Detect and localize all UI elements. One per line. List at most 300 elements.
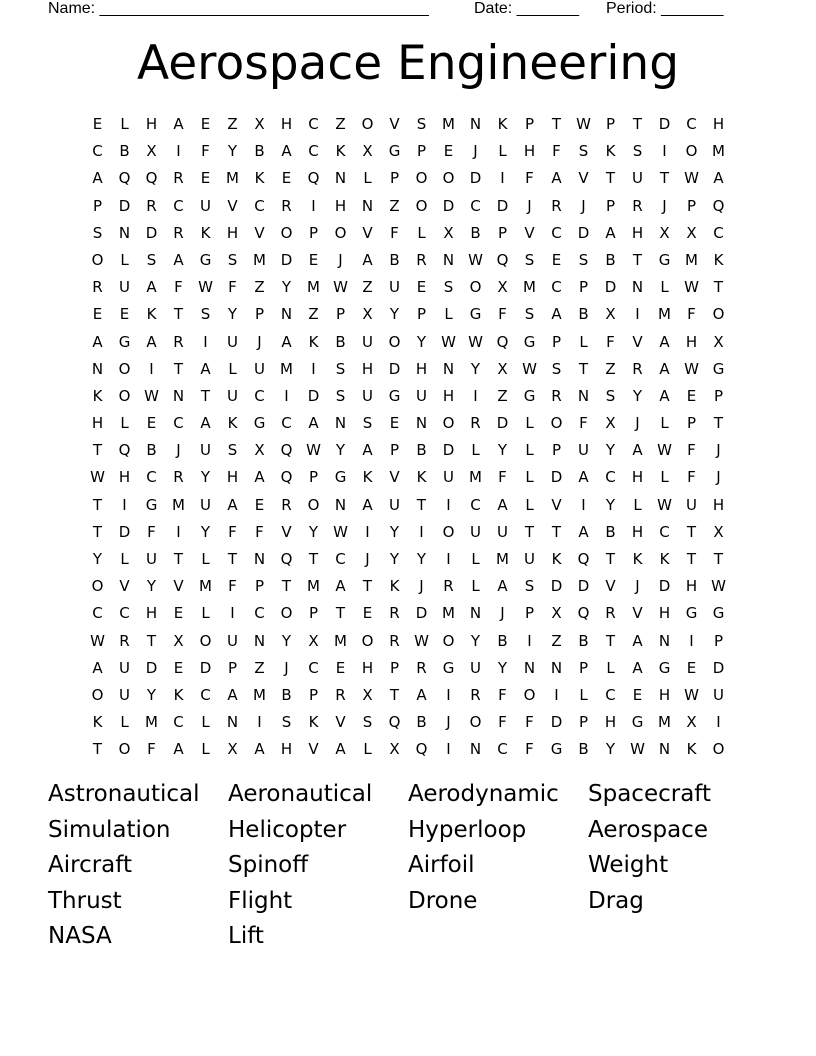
grid-letter: A	[551, 169, 562, 188]
grid-letter: Y	[497, 658, 508, 677]
grid-letter: T	[605, 550, 616, 568]
grid-letter: G	[658, 658, 671, 677]
grid-letter: D	[199, 658, 212, 677]
grid-letter: I	[446, 550, 451, 568]
grid-letter: S	[524, 577, 535, 596]
grid-letter: Y	[335, 441, 346, 460]
grid-letter: H	[685, 332, 698, 351]
grid-letter: K	[551, 550, 562, 568]
grid-letter: T	[713, 550, 724, 568]
grid-letter: I	[365, 522, 370, 541]
grid-letter: R	[335, 685, 346, 704]
grid-letter: M	[496, 550, 509, 568]
grid-letter: V	[227, 196, 238, 215]
grid-letter: U	[119, 685, 130, 704]
grid-letter: Z	[389, 196, 400, 215]
grid-letter: A	[254, 740, 265, 759]
grid-letter: D	[550, 468, 563, 487]
grid-letter: G	[199, 250, 212, 269]
grid-letter: X	[362, 685, 373, 704]
grid-letter: X	[227, 740, 238, 759]
grid-letter: P	[605, 196, 616, 215]
grid-row	[84, 220, 732, 247]
grid-letter: A	[632, 658, 643, 677]
grid-letter: B	[578, 631, 589, 650]
grid-letter: S	[416, 115, 427, 133]
grid-row	[84, 138, 732, 165]
grid-letter: V	[632, 604, 643, 623]
grid-letter: H	[280, 115, 293, 133]
grid-letter: K	[146, 305, 157, 324]
grid-letter: R	[389, 631, 400, 650]
grid-letter: T	[146, 631, 157, 650]
grid-letter: L	[120, 713, 129, 732]
grid-letter: I	[203, 332, 208, 351]
grid-letter: O	[307, 495, 320, 514]
grid-letter: X	[254, 441, 265, 460]
grid-letter: J	[527, 196, 532, 215]
grid-letter: O	[469, 713, 482, 732]
grid-letter: T	[173, 359, 184, 378]
grid-row	[84, 682, 732, 709]
grid-letter: I	[176, 522, 181, 541]
grid-letter: U	[389, 495, 400, 514]
grid-letter: T	[92, 740, 103, 759]
grid-letter: N	[658, 631, 671, 650]
grid-letter: C	[605, 468, 616, 487]
grid-letter: O	[415, 169, 428, 188]
grid-letter: C	[659, 522, 670, 541]
grid-letter: T	[173, 305, 184, 324]
grid-letter: W	[468, 332, 483, 351]
grid-letter: S	[578, 250, 589, 269]
grid-letter: K	[92, 713, 103, 732]
grid-letter: H	[145, 604, 158, 623]
grid-letter: R	[416, 658, 427, 677]
grid-letter: Y	[605, 495, 616, 514]
grid-letter: B	[470, 223, 481, 242]
grid-letter: N	[577, 386, 590, 405]
grid-letter: U	[443, 468, 454, 487]
grid-letter: C	[92, 142, 103, 161]
grid-letter: P	[686, 196, 697, 215]
grid-letter: O	[712, 305, 725, 324]
grid-letter: U	[524, 550, 535, 568]
grid-letter: H	[334, 196, 347, 215]
word-bank-item: Helicopter	[228, 816, 347, 843]
grid-letter: X	[389, 740, 400, 759]
grid-letter: N	[91, 359, 104, 378]
grid-letter: M	[280, 359, 293, 378]
grid-letter: G	[685, 604, 698, 623]
grid-letter: Z	[308, 305, 319, 324]
word-bank-item: Spinoff	[228, 852, 309, 878]
grid-letter: I	[473, 386, 478, 405]
grid-letter: N	[226, 713, 239, 732]
grid-letter: H	[631, 522, 644, 541]
grid-letter: I	[176, 142, 181, 161]
grid-letter: K	[497, 115, 508, 133]
grid-letter: Y	[146, 685, 157, 704]
grid-letter: M	[442, 115, 455, 133]
grid-letter: H	[631, 468, 644, 487]
grid-letter: A	[659, 359, 670, 378]
grid-letter: B	[335, 332, 346, 351]
grid-row	[84, 383, 732, 410]
grid-letter: A	[227, 495, 238, 514]
grid-letter: T	[632, 250, 643, 269]
grid-letter: A	[362, 441, 373, 460]
grid-letter: H	[712, 495, 725, 514]
grid-letter: F	[174, 278, 183, 297]
grid-letter: D	[577, 223, 590, 242]
grid-letter: R	[416, 250, 427, 269]
grid-letter: H	[604, 713, 617, 732]
grid-letter: P	[551, 332, 562, 351]
grid-letter: X	[659, 223, 670, 242]
grid-letter: K	[335, 142, 346, 161]
grid-letter: Y	[389, 305, 400, 324]
grid-letter: U	[119, 658, 130, 677]
grid-letter: N	[334, 169, 347, 188]
grid-letter: J	[500, 604, 505, 623]
grid-letter: S	[227, 441, 238, 460]
grid-letter: D	[469, 169, 482, 188]
grid-letter: Q	[280, 468, 293, 487]
grid-letter: Y	[281, 631, 292, 650]
grid-letter: X	[605, 305, 616, 324]
grid-letter: H	[226, 468, 239, 487]
grid-letter: W	[684, 169, 699, 188]
grid-letter: T	[362, 577, 373, 596]
grid-letter: P	[254, 577, 265, 596]
grid-letter: J	[473, 142, 478, 161]
grid-letter: M	[307, 577, 320, 596]
grid-letter: Q	[577, 550, 590, 568]
grid-letter: N	[172, 386, 185, 405]
grid-letter: G	[118, 332, 131, 351]
grid-letter: Q	[118, 441, 131, 460]
grid-letter: B	[281, 685, 292, 704]
grid-letter: U	[470, 522, 481, 541]
grid-letter: Z	[551, 631, 562, 650]
grid-letter: W	[468, 250, 483, 269]
grid-letter: D	[550, 577, 563, 596]
grid-letter: A	[416, 685, 427, 704]
grid-letter: U	[227, 631, 238, 650]
grid-letter: H	[361, 359, 374, 378]
grid-letter: H	[442, 386, 455, 405]
grid-letter: W	[657, 441, 672, 460]
grid-letter: F	[147, 740, 156, 759]
grid-letter: L	[363, 169, 372, 188]
grid-letter: B	[389, 250, 400, 269]
grid-letter: S	[551, 359, 562, 378]
grid-row	[84, 628, 732, 655]
grid-letter: O	[523, 685, 536, 704]
grid-letter: M	[712, 142, 725, 161]
grid-letter: B	[416, 441, 427, 460]
grid-letter: Q	[388, 713, 401, 732]
grid-letter: L	[444, 305, 453, 324]
grid-letter: A	[281, 332, 292, 351]
grid-letter: F	[498, 685, 507, 704]
grid-letter: L	[363, 740, 372, 759]
grid-letter: R	[173, 169, 184, 188]
grid-letter: I	[446, 685, 451, 704]
grid-row	[84, 519, 732, 546]
grid-letter: Q	[577, 604, 590, 623]
grid-letter: R	[173, 223, 184, 242]
grid-row	[84, 736, 732, 763]
grid-letter: B	[605, 250, 616, 269]
grid-letter: O	[91, 577, 104, 596]
grid-letter: E	[92, 115, 103, 133]
grid-letter: U	[389, 278, 400, 297]
grid-letter: Z	[254, 278, 265, 297]
grid-letter: Y	[308, 522, 319, 541]
grid-letter: U	[146, 550, 157, 568]
grid-letter: C	[308, 142, 319, 161]
grid-letter: U	[632, 169, 643, 188]
grid-letter: L	[228, 359, 237, 378]
grid-letter: J	[338, 250, 343, 269]
grid-letter: O	[442, 631, 455, 650]
grid-letter: P	[605, 115, 616, 133]
grid-letter: O	[361, 631, 374, 650]
grid-letter: N	[469, 115, 482, 133]
grid-letter: T	[416, 495, 427, 514]
grid-letter: F	[525, 169, 534, 188]
grid-letter: D	[388, 359, 401, 378]
grid-letter: K	[389, 577, 400, 596]
grid-letter: N	[442, 250, 455, 269]
grid-letter: T	[92, 441, 103, 460]
grid-letter: C	[470, 495, 481, 514]
grid-letter: E	[308, 250, 319, 269]
grid-letter: P	[254, 305, 265, 324]
grid-letter: Y	[416, 332, 427, 351]
grid-letter: X	[605, 414, 616, 433]
grid-letter: T	[200, 386, 211, 405]
name-field: Name: _____________________________________	[48, 0, 429, 17]
grid-letter: M	[658, 305, 671, 324]
grid-letter: C	[308, 658, 319, 677]
grid-letter: H	[631, 223, 644, 242]
grid-letter: C	[173, 713, 184, 732]
grid-row	[84, 464, 732, 491]
grid-letter: C	[92, 604, 103, 623]
grid-letter: D	[442, 441, 455, 460]
grid-letter: X	[254, 115, 265, 133]
grid-letter: I	[284, 386, 289, 405]
grid-letter: F	[606, 332, 615, 351]
grid-letter: G	[469, 305, 482, 324]
grid-letter: H	[712, 115, 725, 133]
grid-letter: T	[605, 169, 616, 188]
grid-letter: X	[686, 223, 697, 242]
word-bank-item: Aeronautical	[228, 781, 373, 807]
grid-letter: A	[173, 740, 184, 759]
grid-letter: L	[471, 577, 480, 596]
grid-letter: L	[120, 250, 129, 269]
grid-letter: N	[550, 658, 563, 677]
grid-letter: E	[686, 386, 697, 405]
grid-letter: H	[361, 658, 374, 677]
grid-letter: O	[280, 604, 293, 623]
grid-letter: A	[362, 495, 373, 514]
grid-letter: A	[335, 740, 346, 759]
grid-letter: L	[606, 658, 615, 677]
grid-letter: U	[200, 441, 211, 460]
grid-letter: F	[255, 522, 264, 541]
grid-letter: F	[498, 468, 507, 487]
grid-letter: L	[660, 278, 669, 297]
grid-letter: R	[551, 196, 562, 215]
grid-letter: L	[525, 441, 534, 460]
grid-letter: T	[578, 359, 589, 378]
grid-letter: K	[659, 550, 670, 568]
grid-letter: U	[497, 522, 508, 541]
grid-letter: F	[228, 522, 237, 541]
grid-letter: C	[254, 196, 265, 215]
grid-letter: R	[632, 196, 643, 215]
grid-letter: V	[254, 223, 265, 242]
grid-letter: U	[119, 278, 130, 297]
grid-letter: S	[146, 250, 157, 269]
grid-letter: I	[419, 522, 424, 541]
grid-letter: V	[335, 713, 346, 732]
grid-letter: H	[91, 414, 104, 433]
grid-letter: A	[146, 278, 157, 297]
grid-letter: T	[551, 115, 562, 133]
grid-row	[84, 247, 732, 274]
grid-letter: U	[254, 359, 265, 378]
grid-letter: M	[253, 685, 266, 704]
grid-letter: Z	[362, 278, 373, 297]
grid-letter: B	[605, 522, 616, 541]
grid-letter: T	[713, 278, 724, 297]
grid-letter: C	[281, 414, 292, 433]
grid-letter: W	[711, 577, 726, 596]
word-bank	[48, 777, 768, 955]
grid-letter: K	[362, 468, 373, 487]
grid-letter: M	[685, 250, 698, 269]
grid-letter: R	[92, 278, 103, 297]
grid-letter: D	[145, 658, 158, 677]
grid-letter: Q	[415, 740, 428, 759]
grid-letter: T	[308, 550, 319, 568]
grid-letter: A	[92, 332, 103, 351]
grid-letter: J	[581, 196, 586, 215]
grid-letter: U	[470, 658, 481, 677]
grid-letter: J	[635, 577, 640, 596]
grid-row	[84, 356, 732, 383]
grid-letter: I	[149, 359, 154, 378]
grid-letter: N	[442, 359, 455, 378]
grid-letter: T	[389, 685, 400, 704]
grid-letter: I	[527, 631, 532, 650]
grid-letter: K	[308, 332, 319, 351]
grid-letter: F	[525, 713, 534, 732]
grid-letter: M	[658, 713, 671, 732]
grid-letter: F	[498, 713, 507, 732]
grid-letter: K	[416, 468, 427, 487]
grid-letter: O	[91, 250, 104, 269]
grid-letter: E	[119, 305, 130, 324]
grid-letter: P	[308, 685, 319, 704]
grid-letter: B	[146, 441, 157, 460]
grid-letter: A	[659, 386, 670, 405]
grid-letter: V	[281, 522, 292, 541]
grid-letter: S	[362, 713, 373, 732]
grid-letter: Y	[497, 441, 508, 460]
grid-letter: D	[118, 196, 131, 215]
grid-letter: A	[254, 468, 265, 487]
grid-letter: Z	[227, 115, 238, 133]
grid-letter: O	[388, 332, 401, 351]
word-bank-item: Aerodynamic	[408, 781, 559, 807]
grid-letter: E	[254, 495, 265, 514]
grid-letter: C	[173, 196, 184, 215]
grid-row	[84, 546, 732, 573]
grid-letter: A	[497, 495, 508, 514]
grid-letter: S	[335, 386, 346, 405]
grid-letter: V	[632, 332, 643, 351]
grid-letter: A	[605, 223, 616, 242]
grid-letter: F	[201, 142, 210, 161]
grid-letter: P	[389, 169, 400, 188]
grid-letter: E	[389, 414, 400, 433]
grid-letter: Y	[389, 550, 400, 568]
grid-letter: C	[146, 468, 157, 487]
grid-letter: L	[471, 441, 480, 460]
grid-letter: U	[200, 495, 211, 514]
grid-letter: I	[311, 196, 316, 215]
grid-letter: F	[687, 441, 696, 460]
grid-letter: Y	[227, 305, 238, 324]
grid-letter: P	[416, 305, 427, 324]
grid-letter: O	[118, 740, 131, 759]
grid-letter: A	[335, 577, 346, 596]
grid-row	[84, 437, 732, 464]
grid-letter: K	[173, 685, 184, 704]
grid-letter: C	[713, 223, 724, 242]
grid-letter: J	[716, 441, 721, 460]
grid-letter: J	[662, 196, 667, 215]
grid-letter: D	[496, 414, 509, 433]
grid-letter: O	[442, 414, 455, 433]
grid-letter: H	[145, 115, 158, 133]
grid-letter: O	[334, 223, 347, 242]
grid-letter: A	[497, 577, 508, 596]
grid-letter: L	[201, 604, 210, 623]
grid-letter: O	[712, 740, 725, 759]
grid-letter: M	[172, 495, 185, 514]
grid-letter: S	[632, 142, 643, 161]
grid-letter: P	[308, 223, 319, 242]
grid-letter: B	[416, 713, 427, 732]
grid-letter: F	[687, 468, 696, 487]
grid-letter: F	[687, 305, 696, 324]
grid-letter: A	[281, 142, 292, 161]
grid-letter: A	[200, 359, 211, 378]
grid-letter: I	[662, 142, 667, 161]
grid-letter: B	[119, 142, 130, 161]
grid-letter: D	[307, 386, 320, 405]
grid-letter: P	[578, 713, 589, 732]
grid-row	[84, 410, 732, 437]
